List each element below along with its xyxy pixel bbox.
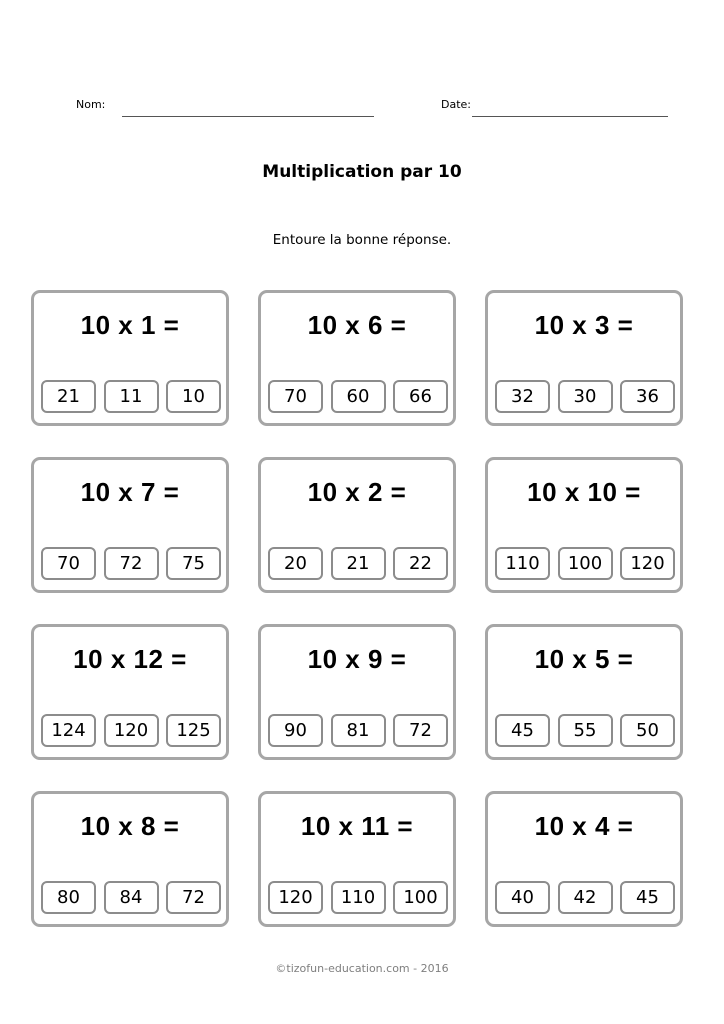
problem-card — [485, 290, 683, 426]
problem-card — [258, 791, 456, 927]
problem-text: 10 x 4 = — [534, 811, 634, 841]
answer-choice[interactable]: 30 — [558, 380, 613, 413]
problem-grid — [31, 290, 685, 927]
answer-choice[interactable]: 42 — [558, 881, 613, 914]
name-field[interactable] — [122, 116, 374, 117]
problem-card — [485, 457, 683, 593]
answer-choice[interactable]: 11 — [104, 380, 159, 413]
answer-choice[interactable]: 75 — [166, 547, 221, 580]
answer-choices — [268, 714, 448, 747]
problem-text: 10 x 10 = — [527, 477, 641, 507]
answer-choice[interactable]: 72 — [166, 881, 221, 914]
answer-choice[interactable]: 60 — [331, 380, 386, 413]
answer-choice[interactable]: 20 — [268, 547, 323, 580]
answer-choice[interactable]: 70 — [41, 547, 96, 580]
answer-choice[interactable]: 21 — [331, 547, 386, 580]
answer-choices — [495, 714, 675, 747]
answer-choice[interactable]: 21 — [41, 380, 96, 413]
problem-text: 10 x 11 = — [300, 811, 414, 841]
answer-choice[interactable]: 50 — [620, 714, 675, 747]
answer-choices — [268, 380, 448, 413]
answer-choices — [41, 714, 221, 747]
answer-choice[interactable]: 80 — [41, 881, 96, 914]
problem-text: 10 x 9 = — [307, 644, 407, 674]
answer-choice[interactable]: 72 — [393, 714, 448, 747]
problem-text: 10 x 3 = — [534, 310, 634, 340]
answer-choice[interactable]: 100 — [393, 881, 448, 914]
problem-card — [31, 457, 229, 593]
problem-text: 10 x 1 = — [80, 310, 180, 340]
answer-choice[interactable]: 45 — [620, 881, 675, 914]
date-field[interactable] — [472, 116, 668, 117]
answer-choices — [41, 881, 221, 914]
problem-card — [31, 290, 229, 426]
answer-choices — [41, 380, 221, 413]
problem-card — [485, 624, 683, 760]
answer-choice[interactable]: 110 — [331, 881, 386, 914]
answer-choice[interactable]: 40 — [495, 881, 550, 914]
problem-text: 10 x 12 = — [73, 644, 187, 674]
answer-choice[interactable]: 55 — [558, 714, 613, 747]
answer-choice[interactable]: 124 — [41, 714, 96, 747]
problem-card — [258, 624, 456, 760]
answer-choice[interactable]: 120 — [620, 547, 675, 580]
instruction-text: Entoure la bonne réponse. — [272, 232, 452, 248]
answer-choice[interactable]: 110 — [495, 547, 550, 580]
problem-text: 10 x 8 = — [80, 811, 180, 841]
answer-choice[interactable]: 22 — [393, 547, 448, 580]
copyright-footer: ©tizofun-education.com - 2016 — [275, 962, 449, 975]
answer-choice[interactable]: 84 — [104, 881, 159, 914]
header-row — [0, 96, 724, 120]
answer-choice[interactable]: 120 — [268, 881, 323, 914]
answer-choices — [41, 547, 221, 580]
problem-text: 10 x 2 = — [307, 477, 407, 507]
answer-choices — [268, 547, 448, 580]
answer-choice[interactable]: 81 — [331, 714, 386, 747]
answer-choice[interactable]: 90 — [268, 714, 323, 747]
answer-choice[interactable]: 125 — [166, 714, 221, 747]
problem-text: 10 x 7 = — [80, 477, 180, 507]
answer-choice[interactable]: 72 — [104, 547, 159, 580]
answer-choice[interactable]: 36 — [620, 380, 675, 413]
answer-choices — [495, 547, 675, 580]
answer-choice[interactable]: 100 — [558, 547, 613, 580]
page-title: Multiplication par 10 — [262, 162, 462, 182]
answer-choice[interactable]: 32 — [495, 380, 550, 413]
answer-choices — [495, 380, 675, 413]
problem-card — [485, 791, 683, 927]
problem-card — [258, 457, 456, 593]
answer-choice[interactable]: 66 — [393, 380, 448, 413]
problem-card — [258, 290, 456, 426]
answer-choices — [268, 881, 448, 914]
answer-choice[interactable]: 120 — [104, 714, 159, 747]
answer-choice[interactable]: 10 — [166, 380, 221, 413]
name-label: Nom: — [76, 98, 106, 111]
problem-text: 10 x 5 = — [534, 644, 634, 674]
answer-choices — [495, 881, 675, 914]
date-label: Date: — [441, 98, 471, 111]
answer-choice[interactable]: 70 — [268, 380, 323, 413]
problem-card — [31, 624, 229, 760]
problem-card — [31, 791, 229, 927]
answer-choice[interactable]: 45 — [495, 714, 550, 747]
problem-text: 10 x 6 = — [307, 310, 407, 340]
